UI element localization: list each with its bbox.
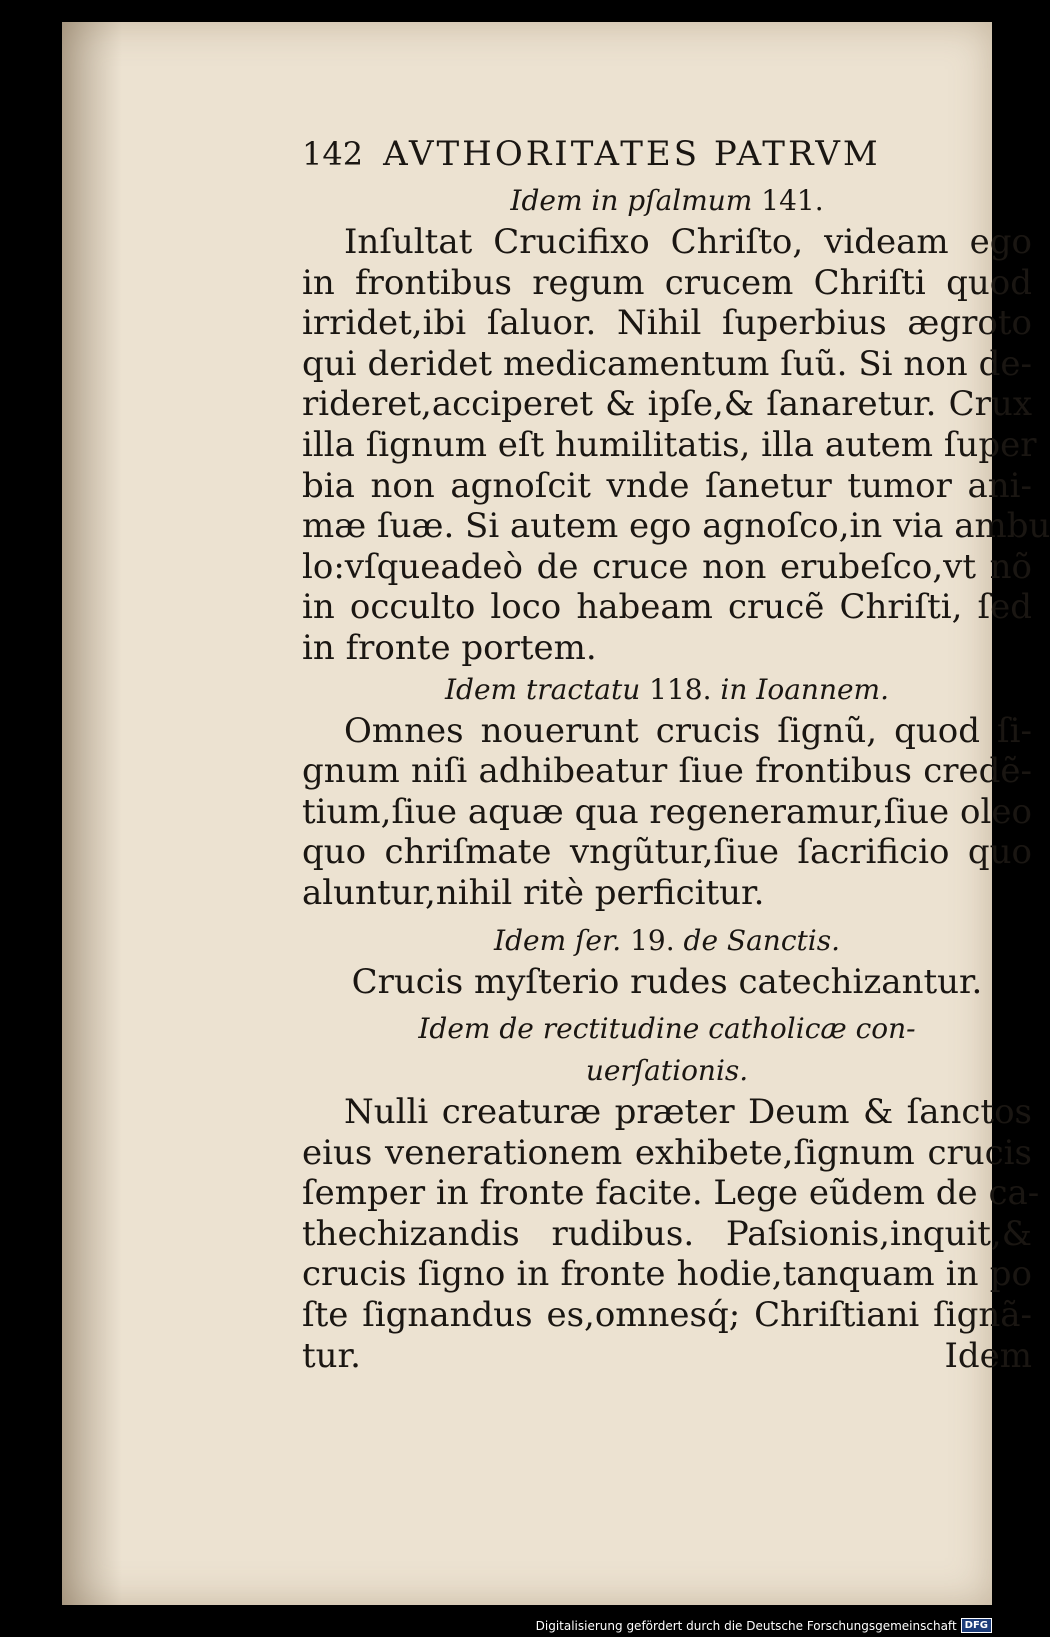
text-line: gnum niſi adhibeatur ſiue frontibus credẽ-: [302, 751, 1032, 792]
text-line: in occulto loco habeam crucẽ Chriſti, ſed: [302, 587, 1032, 628]
text-line: Nulli creaturæ præter Deum & ſanctos: [344, 1092, 1032, 1133]
text-line: ſemper in fronte facite. Lege eũdem de ca-: [302, 1173, 1040, 1214]
catchword: Idem: [944, 1335, 1032, 1376]
text-line: eius venerationem exhibete,ſignum crucis: [302, 1132, 1032, 1173]
text-line: mæ ſuæ. Si autem ego agnoſco,in via ambu: [302, 506, 1050, 547]
page-number: 142: [302, 135, 364, 173]
text-line: bia non agnoſcit vnde ſanetur tumor ani-: [302, 465, 1032, 506]
text-line: crucis ſigno in fronte hodie,tanquam in po: [302, 1254, 1032, 1295]
text-line: Crucis myſterio rudes catechizantur.: [351, 961, 983, 1002]
text-line: aluntur,nihil ritè perficitur.: [302, 872, 765, 913]
text-line: irridet,ibi ſaluor. Nihil ſuperbius ægroto: [302, 303, 1032, 344]
digitization-credit: [536, 1618, 992, 1633]
last-line: tur.: [302, 1335, 361, 1376]
text-line: qui deridet medicamentum ſuũ. Si non de-: [302, 343, 1032, 384]
text-line: lo:vſqueadeò de cruce non erubeſco,vt nõ: [302, 546, 1032, 587]
running-title: AVTHORITATES PATRVM: [383, 134, 881, 174]
page-text-block: [302, 130, 1050, 1376]
section-body: [302, 222, 1050, 669]
text-line: Omnes nouerunt crucis ſignũ, quod ſi-: [344, 710, 1032, 751]
text-line: rideret,acciperet & ipſe,& ſanaretur. Crux: [302, 384, 1032, 425]
text-line: thechizandis rudibus. Paſsionis,inquit,&: [302, 1213, 1032, 1254]
section-heading-continued: uerſationis.: [585, 1054, 749, 1088]
text-line: Inſultat Crucifixo Chriſto, videam ego: [344, 222, 1032, 262]
section-heading: Idem ſer. 19. de Sanctis.: [494, 923, 840, 957]
section-body: [302, 1092, 1040, 1336]
text-line: quo chriſmate vngũtur,ſiue ſacrificio quo: [302, 832, 1032, 873]
dfg-logo: DFG: [961, 1618, 992, 1633]
section-body: [302, 962, 1032, 1003]
text-line: tium,ſiue aquæ qua regeneramur,ſiue oleo: [302, 791, 1032, 832]
credit-text: Digitalisierung gefördert durch die Deutsche Forschungsgemeinschaft: [535, 1618, 957, 1633]
section-heading: Idem in pſalmum 141.: [510, 184, 824, 217]
text-line: ſte ſignandus es,omnesq́; Chriſtiani ſignã-: [302, 1295, 1032, 1336]
section-body: [302, 711, 1032, 914]
text-line: in fronte portem.: [302, 627, 597, 668]
page-gutter-shadow: [62, 22, 122, 1605]
text-line: illa ſignum eſt humilitatis, illa autem ſuper: [302, 424, 1037, 465]
book-page: [62, 22, 1050, 1605]
running-header: [302, 130, 1032, 178]
text-line: in frontibus regum crucem Chriſti quod: [302, 262, 1032, 303]
section-heading: Idem tractatu 118. in Ioannem.: [445, 672, 889, 706]
section-heading: Idem de rectitudine catholicæ con-: [418, 1012, 916, 1046]
final-line-row: [302, 1336, 1032, 1376]
